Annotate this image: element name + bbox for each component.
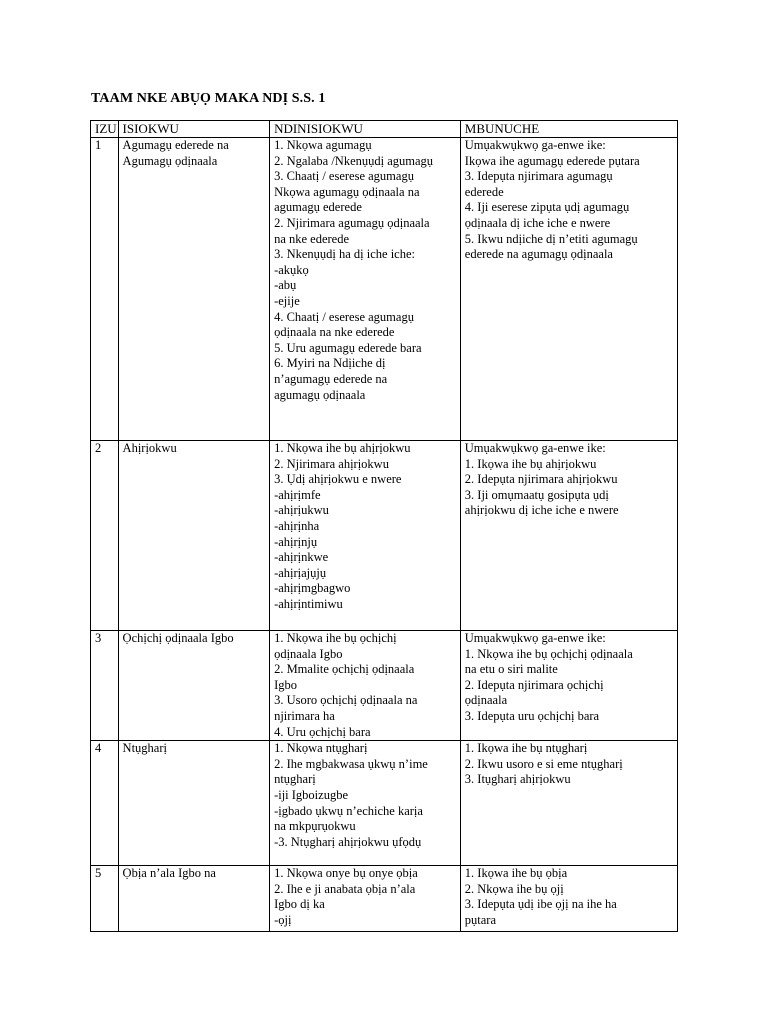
table-body xyxy=(91,138,678,932)
ndinisiokwu-line: 3. Nkenụụdị ha dị iche iche: xyxy=(274,247,415,262)
header-izu: IZU xyxy=(91,121,119,138)
cell-mbunuche xyxy=(460,741,677,866)
mbunuche-line: 4. Iji eserese zipụta ụdị agumagụ xyxy=(464,200,630,215)
ndinisiokwu-line: -ahịrịnha xyxy=(274,518,320,533)
ndinisiokwu-line: -ahịrịukwu xyxy=(274,503,329,518)
ndinisiokwu-line: Igbo xyxy=(274,677,297,692)
ndinisiokwu-line: na mkpụrụokwu xyxy=(274,819,356,834)
mbunuche-line: 3. Iji omụmaatụ gosipụta ụdị xyxy=(464,487,609,502)
mbunuche-line: na etu o siri malite xyxy=(464,662,558,677)
isiokwu-line: Agumagụ ederede na xyxy=(122,138,229,152)
ndinisiokwu-line: -ahịrịmgbagwo xyxy=(274,581,351,596)
ndinisiokwu-line: -ahịrịajụjụ xyxy=(274,565,327,580)
cell-izu: 4 xyxy=(91,741,119,866)
ndinisiokwu-line: -ahịrịmfe xyxy=(274,487,321,502)
document-title: TAAM NKE ABỤỌ MAKA NDỊ S.S. 1 xyxy=(91,91,326,106)
cell-izu: 2 xyxy=(91,441,119,631)
mbunuche-line: pụtara xyxy=(464,912,497,927)
ndinisiokwu-line: -ịgbado ụkwụ n’echiche karịa xyxy=(274,803,423,818)
mbunuche-line: Ikọwa ihe agumagụ ederede pụtara xyxy=(464,153,640,168)
ndinisiokwu-line: ọdịnaala na nke ederede xyxy=(274,325,395,340)
cell-izu: 5 xyxy=(91,866,119,932)
mbunuche-line: Umụakwụkwọ ga-enwe ike: xyxy=(464,138,606,152)
mbunuche-line: 1. Ikọwa ihe bụ ntụgharị xyxy=(464,741,588,756)
ndinisiokwu-line: -ejije xyxy=(274,293,300,308)
ndinisiokwu-line: -ahịrịnkwe xyxy=(274,550,329,565)
mbunuche-line: 2. Ikwu usoro e si eme ntụgharị xyxy=(464,756,623,771)
isiokwu-line: Ọbịa n’ala Igbo na xyxy=(122,866,216,881)
ndinisiokwu-line: 5. Uru agumagụ ederede bara xyxy=(274,340,422,355)
table-row xyxy=(91,138,678,441)
cell-izu: 3 xyxy=(91,631,119,741)
ndinisiokwu-line: 2. Ngalaba /Nkenụụdị agumagụ xyxy=(274,153,434,168)
ndinisiokwu-line: 1. Nkọwa agumagụ xyxy=(274,138,372,152)
cell-ndinisiokwu xyxy=(270,741,461,866)
cell-mbunuche xyxy=(460,631,677,741)
header-mbunuche: MBUNUCHE xyxy=(460,121,677,138)
cell-mbunuche xyxy=(460,138,677,441)
ndinisiokwu-line: Igbo dị ka xyxy=(274,897,325,912)
scheme-of-work-table xyxy=(90,120,678,932)
isiokwu-line: Ahịrịokwu xyxy=(122,441,177,455)
ndinisiokwu-line: n’agumagụ ederede na xyxy=(274,371,388,386)
cell-isiokwu xyxy=(118,866,270,932)
ndinisiokwu-line: na nke ederede xyxy=(274,231,350,246)
ndinisiokwu-line: 3. Usoro ọchịchị ọdịnaala na xyxy=(274,693,418,708)
ndinisiokwu-line: Nkọwa agumagụ ọdịnaala na xyxy=(274,184,420,199)
ndinisiokwu-line: 2. Njirimara agumagụ ọdịnaala xyxy=(274,215,430,230)
mbunuche-line: 2. Nkọwa ihe bụ ọjị xyxy=(464,881,564,896)
ndinisiokwu-line: agumagụ ọdịnaala xyxy=(274,387,366,402)
mbunuche-line: ederede na agumagụ ọdịnaala xyxy=(464,247,613,262)
mbunuche-line: ọdịnaala dị iche iche e nwere xyxy=(464,215,611,230)
ndinisiokwu-line: agumagụ ederede xyxy=(274,200,362,215)
isiokwu-line: Agumagụ ọdịnaala xyxy=(122,153,218,168)
ndinisiokwu-line: 2. Njirimara ahịrịokwu xyxy=(274,456,389,471)
mbunuche-line: 2. Idepụta njirimara ọchịchị xyxy=(464,677,604,692)
ndinisiokwu-line: 4. Uru ọchịchị bara xyxy=(274,724,371,739)
isiokwu-line: Ọchịchị ọdịnaala Igbo xyxy=(122,631,234,645)
ndinisiokwu-line: -akụkọ xyxy=(274,262,309,277)
ndinisiokwu-line: 6. Myiri na Ndịiche dị xyxy=(274,356,386,371)
ndinisiokwu-line: 4. Chaatị / eserese agumagụ xyxy=(274,309,414,324)
ndinisiokwu-line: 1. Nkọwa ihe bụ ahịrịokwu xyxy=(274,441,411,455)
ndinisiokwu-line: 3. Chaatị / eserese agumagụ xyxy=(274,169,414,184)
mbunuche-line: 3. Itụgharị ahịrịokwu xyxy=(464,772,571,787)
table-row xyxy=(91,866,678,932)
cell-isiokwu xyxy=(118,631,270,741)
mbunuche-line: 5. Ikwu ndịiche dị n’etiti agumagụ xyxy=(464,231,638,246)
ndinisiokwu-line: 1. Nkọwa onye bụ onye ọbịa xyxy=(274,866,418,881)
ndinisiokwu-line: 1. Nkọwa ntụgharị xyxy=(274,741,368,756)
mbunuche-line: 1. Ikọwa ihe bụ ọbịa xyxy=(464,866,568,881)
isiokwu-line: Ntụgharị xyxy=(122,741,167,756)
mbunuche-line: 1. Ikọwa ihe bụ ahịrịokwu xyxy=(464,456,597,471)
cell-ndinisiokwu xyxy=(270,441,461,631)
mbunuche-line: ọdịnaala xyxy=(464,693,508,708)
header-isiokwu: ISIOKWU xyxy=(118,121,270,138)
cell-mbunuche xyxy=(460,441,677,631)
mbunuche-line: 3. Idepụta njirimara agumagụ xyxy=(464,169,613,184)
cell-isiokwu xyxy=(118,441,270,631)
mbunuche-line: 3. Idepụta uru ọchịchị bara xyxy=(464,708,600,723)
ndinisiokwu-line: 1. Nkọwa ihe bụ ọchịchị xyxy=(274,631,397,645)
ndinisiokwu-line: 2. Ihe mgbakwasa ụkwụ n’ime xyxy=(274,756,428,771)
header-ndinisiokwu: NDINISIOKWU xyxy=(270,121,461,138)
cell-isiokwu xyxy=(118,138,270,441)
mbunuche-line: 2. Idepụta njirimara ahịrịokwu xyxy=(464,472,618,487)
cell-izu: 1 xyxy=(91,138,119,441)
mbunuche-line: 3. Idepụta ụdị ibe ọjị na ihe ha xyxy=(464,897,617,912)
ndinisiokwu-line: njirimara ha xyxy=(274,708,335,723)
ndinisiokwu-line: 2. Ihe e ji anabata ọbịa n’ala xyxy=(274,881,416,896)
ndinisiokwu-line: -iji Igboizugbe xyxy=(274,787,349,802)
mbunuche-line: Umụakwụkwọ ga-enwe ike: xyxy=(464,631,606,645)
table-row xyxy=(91,741,678,866)
cell-ndinisiokwu xyxy=(270,138,461,441)
mbunuche-line: 1. Nkọwa ihe bụ ọchịchị ọdịnaala xyxy=(464,646,633,661)
cell-isiokwu xyxy=(118,741,270,866)
ndinisiokwu-line: -ahịrịnjụ xyxy=(274,534,318,549)
ndinisiokwu-line: -ọjị xyxy=(274,912,292,927)
ndinisiokwu-line: 3. Ụdị ahịrịokwu e nwere xyxy=(274,472,402,487)
ndinisiokwu-line: ntụgharị xyxy=(274,772,316,787)
ndinisiokwu-line: -3. Ntụgharị ahịrịokwu ụfọdụ xyxy=(274,834,422,849)
ndinisiokwu-line: -abụ xyxy=(274,278,297,293)
mbunuche-line: ederede xyxy=(464,184,504,199)
cell-ndinisiokwu xyxy=(270,866,461,932)
table-row xyxy=(91,631,678,741)
table-header-row xyxy=(91,121,678,138)
cell-mbunuche xyxy=(460,866,677,932)
mbunuche-line: ahịrịokwu dị iche iche e nwere xyxy=(464,503,619,518)
mbunuche-line: Umụakwụkwọ ga-enwe ike: xyxy=(464,441,606,455)
ndinisiokwu-line: -ahịrịntimiwu xyxy=(274,596,343,611)
ndinisiokwu-line: ọdịnaala Igbo xyxy=(274,646,343,661)
ndinisiokwu-line: 2. Mmalite ọchịchị ọdịnaala xyxy=(274,662,415,677)
cell-ndinisiokwu xyxy=(270,631,461,741)
table-row xyxy=(91,441,678,631)
